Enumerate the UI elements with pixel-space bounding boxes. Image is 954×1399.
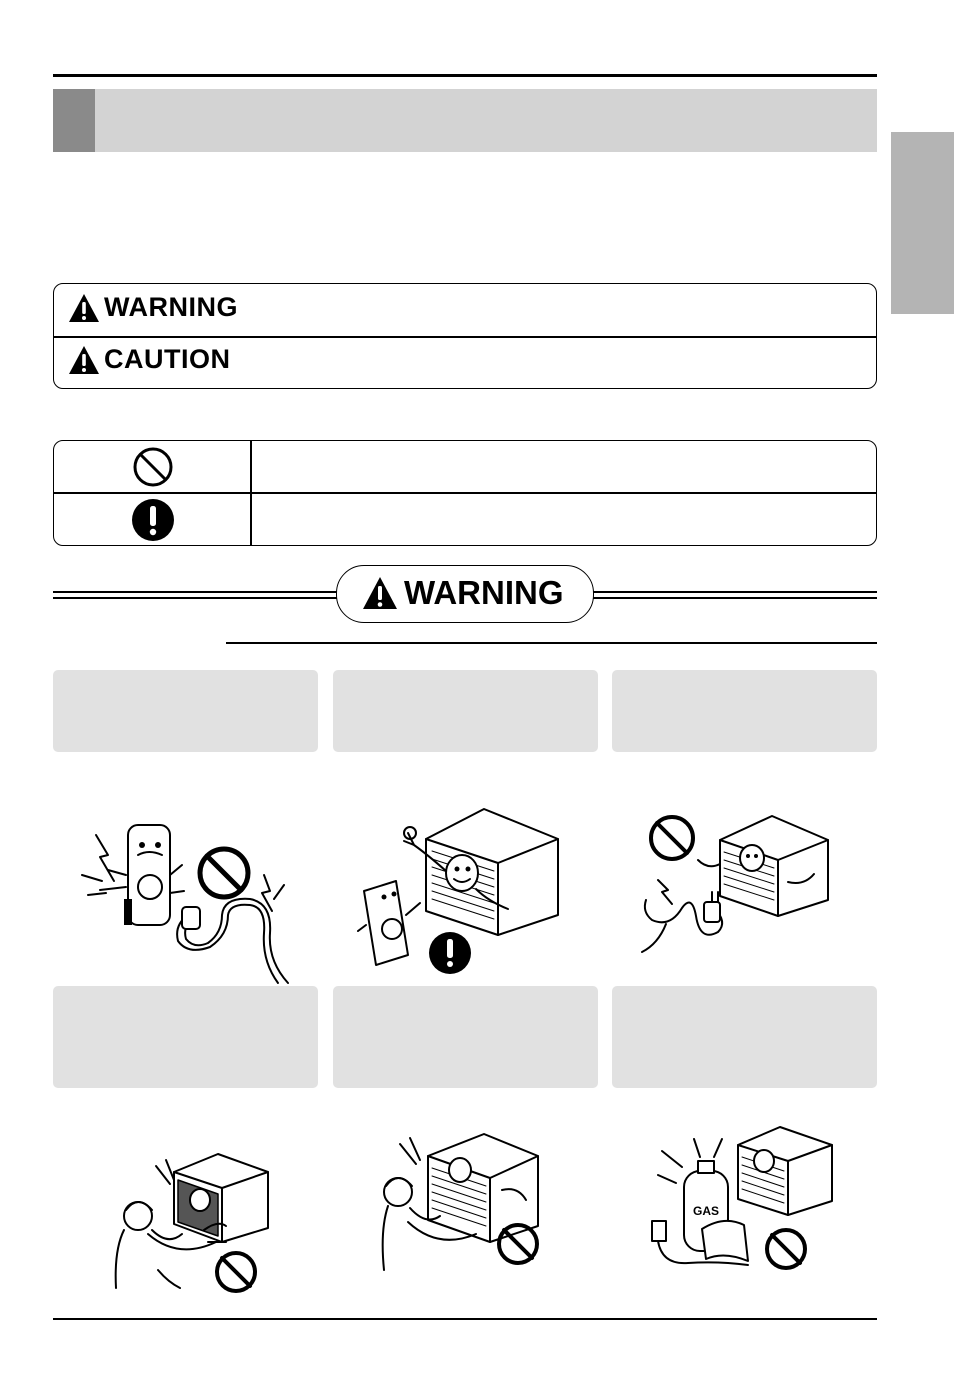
warning-item-card-5: [333, 986, 598, 1088]
symbol-legend-row-divider: [54, 492, 876, 494]
gas-leak-prohibition-icon: [648, 1125, 838, 1275]
heading-rule-left-upper: [53, 591, 343, 593]
no-hand-in-unit-prohibition-icon: [108, 1150, 273, 1290]
subsection-rule: [226, 642, 877, 644]
caution-signal-label: [68, 344, 231, 375]
dedicated-outlet-mandatory-icon: [358, 805, 563, 975]
warning-triangle-icon: [68, 293, 100, 323]
symbol-legend-column-divider: [250, 441, 252, 545]
heading-rule-left-lower: [53, 597, 343, 599]
mandatory-action-icon: [131, 498, 175, 542]
signal-word-divider: [54, 336, 876, 338]
top-rule: [53, 74, 877, 77]
heading-rule-right-lower: [588, 597, 877, 599]
svg-text:GAS: GAS: [692, 1204, 720, 1218]
warning-item-card-1: [53, 670, 318, 752]
warning-item-card-2: [333, 670, 598, 752]
warning-heading-text: WARNING: [404, 574, 564, 611]
warning-item-card-3: [612, 670, 877, 752]
no-blocking-unit-prohibition-icon: [380, 1130, 545, 1275]
caution-signal-text: CAUTION: [104, 344, 231, 374]
warning-signal-label: [68, 292, 238, 323]
heading-rule-right-upper: [588, 591, 877, 593]
damaged-cord-prohibition-icon: [638, 812, 833, 962]
prohibition-icon: [131, 446, 175, 488]
warning-item-card-6: [612, 986, 877, 1088]
bottom-rule: [53, 1318, 877, 1320]
sparking-outlet-prohibition-icon: [78, 815, 298, 985]
warning-item-card-4: [53, 986, 318, 1088]
warning-signal-text: WARNING: [104, 292, 238, 322]
chapter-side-tab: [891, 132, 954, 314]
warning-heading: [362, 574, 564, 612]
warning-triangle-icon: [362, 576, 398, 610]
caution-triangle-icon: [68, 345, 100, 375]
section-title-marker: [53, 89, 95, 152]
section-title-bar: [53, 89, 877, 152]
